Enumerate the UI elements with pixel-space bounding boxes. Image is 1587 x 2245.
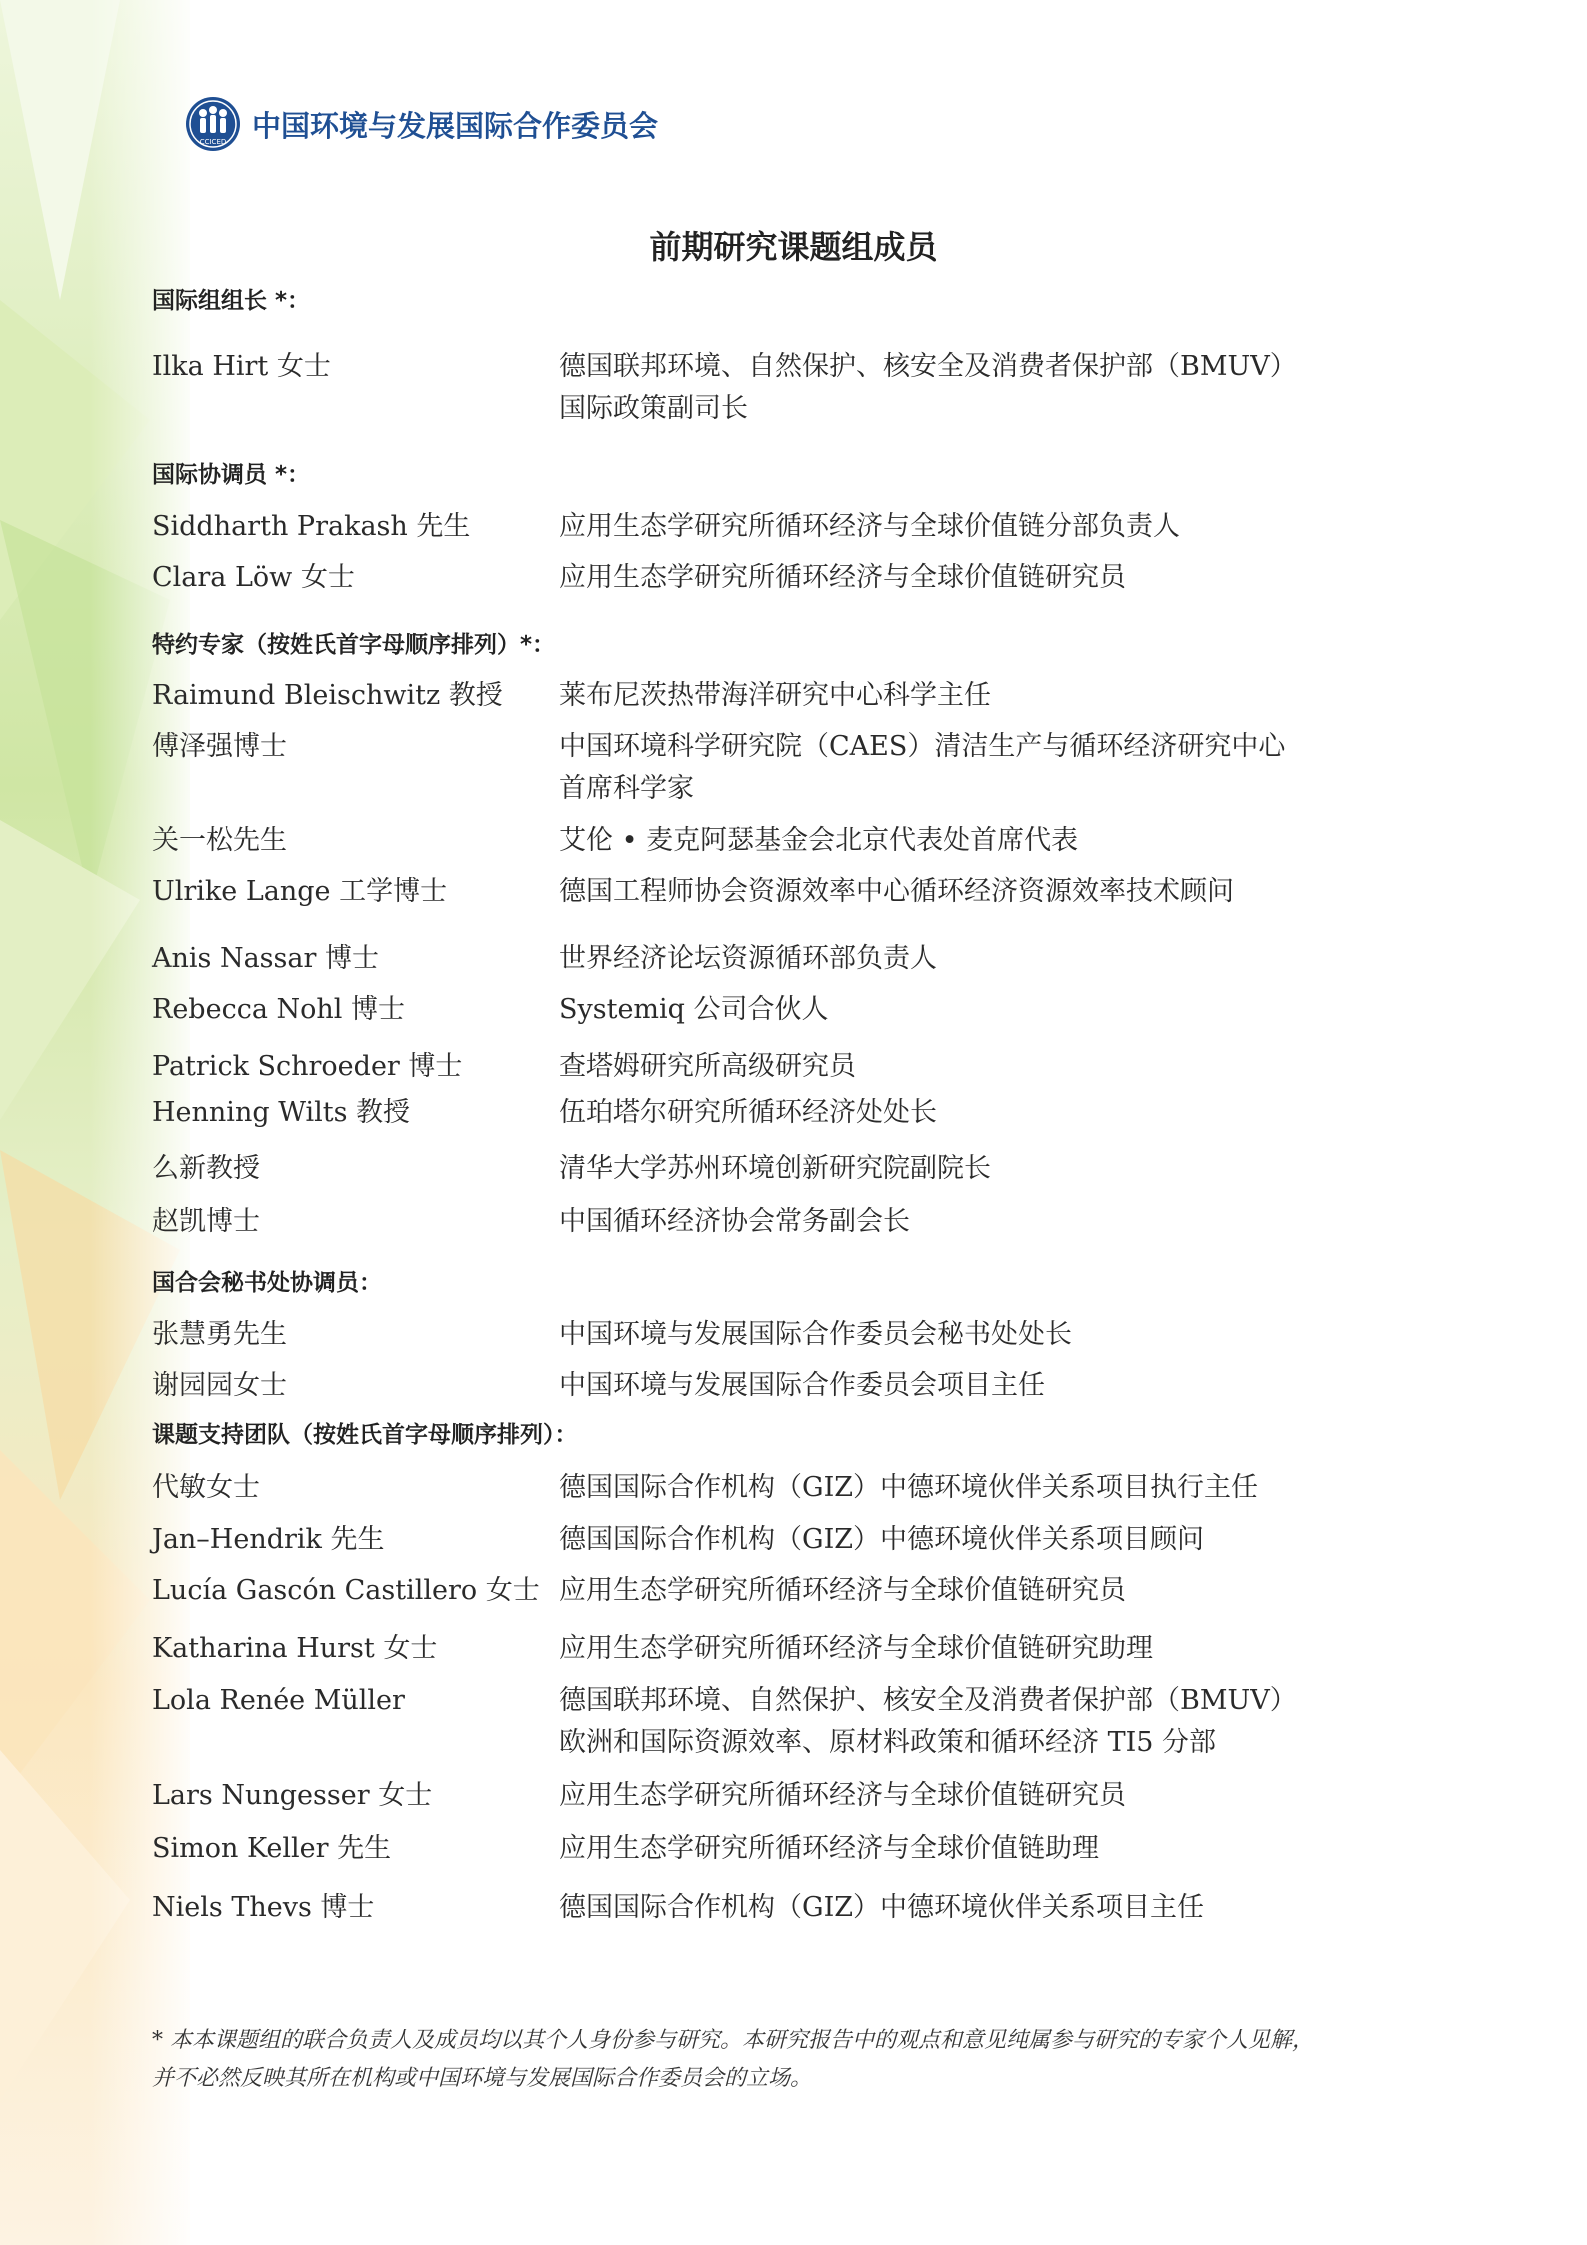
section-heading-secretariat-coordinators: 国合会秘书处协调员： (152, 1270, 382, 1296)
member-role: 查塔姆研究所高级研究员 (559, 1051, 856, 1082)
section-heading-special-experts: 特约专家（按姓氏首字母顺序排列）*： (152, 632, 556, 658)
member-role: 艾伦 • 麦克阿瑟基金会北京代表处首席代表 (559, 825, 1079, 856)
member-role: 德国国际合作机构（GIZ）中德环境伙伴关系项目顾问 (559, 1524, 1204, 1555)
footnote: * 本本课题组的联合负责人及成员均以其个人身份参与研究。本研究报告中的观点和意见纯属参与研究的专家个人见解， 并不必然反映其所在机构或中国环境与发展国际合作委员会的立场。 (152, 2028, 1314, 2091)
member-name: Lola Renée Müller (152, 1685, 405, 1716)
member-role: 应用生态学研究所循环经济与全球价值链研究员 (559, 1780, 1126, 1811)
member-role: 德国国际合作机构（GIZ）中德环境伙伴关系项目主任 (559, 1892, 1204, 1923)
member-role: 德国国际合作机构（GIZ）中德环境伙伴关系项目执行主任 (559, 1472, 1258, 1503)
member-name: Lars Nungesser 女士 (152, 1780, 433, 1811)
member-role: 中国循环经济协会常务副会长 (559, 1206, 910, 1237)
member-name: 么新教授 (152, 1153, 260, 1184)
logo-caption: CCICED (199, 138, 227, 146)
member-role: 伍珀塔尔研究所循环经济处处长 (559, 1097, 937, 1128)
member-role: 应用生态学研究所循环经济与全球价值链分部负责人 (559, 511, 1180, 542)
page-title: 前期研究课题组成员 (649, 228, 938, 266)
member-name: Siddharth Prakash 先生 (152, 511, 471, 542)
member-name: Ilka Hirt 女士 (152, 351, 331, 382)
member-name: Rebecca Nohl 博士 (152, 994, 405, 1025)
member-name: Ulrike Lange 工学博士 (152, 876, 448, 907)
member-role: 德国联邦环境、自然保护、核安全及消费者保护部（BMUV） 国际政策副司长 (559, 351, 1297, 424)
member-role: 德国联邦环境、自然保护、核安全及消费者保护部（BMUV） 欧洲和国际资源效率、原材料政策和循环经济 TI5 分部 (559, 1685, 1297, 1758)
member-name: Raimund Bleischwitz 教授 (152, 680, 503, 711)
member-name: 代敏女士 (152, 1472, 260, 1503)
member-name: Henning Wilts 教授 (152, 1097, 411, 1128)
member-role: 世界经济论坛资源循环部负责人 (559, 943, 937, 974)
member-name: 关一松先生 (152, 825, 287, 856)
member-name: 谢园园女士 (152, 1370, 287, 1401)
member-name: Simon Keller 先生 (152, 1833, 392, 1864)
member-role: 应用生态学研究所循环经济与全球价值链研究员 (559, 1575, 1126, 1606)
member-name: 张慧勇先生 (152, 1319, 287, 1350)
member-role: 应用生态学研究所循环经济与全球价值链助理 (559, 1833, 1099, 1864)
section-heading-support-team: 课题支持团队（按姓氏首字母顺序排列）： (152, 1422, 578, 1448)
member-name: Jan–Hendrik 先生 (152, 1524, 385, 1555)
member-name: Patrick Schroeder 博士 (152, 1051, 463, 1082)
member-role: Systemiq 公司合伙人 (559, 994, 829, 1025)
cciced-emblem-icon (184, 95, 242, 153)
member-name: 傅泽强博士 (152, 731, 287, 762)
member-role: 应用生态学研究所循环经济与全球价值链研究员 (559, 562, 1126, 593)
member-role: 中国环境与发展国际合作委员会项目主任 (559, 1370, 1045, 1401)
member-name: Katharina Hurst 女士 (152, 1633, 438, 1664)
member-role: 清华大学苏州环境创新研究院副院长 (559, 1153, 991, 1184)
section-heading-international-leader: 国际组组长 *： (152, 288, 311, 314)
member-role: 德国工程师协会资源效率中心循环经济资源效率技术顾问 (559, 876, 1234, 907)
org-name: 中国环境与发展国际合作委员会 (252, 108, 659, 143)
section-heading-international-coordinator: 国际协调员 *： (152, 462, 311, 488)
member-name: Clara Löw 女士 (152, 562, 355, 593)
member-name: 赵凯博士 (152, 1206, 260, 1237)
member-role: 应用生态学研究所循环经济与全球价值链研究助理 (559, 1633, 1153, 1664)
org-logo (184, 94, 658, 154)
member-role: 莱布尼茨热带海洋研究中心科学主任 (559, 680, 991, 711)
member-name: Niels Thevs 博士 (152, 1892, 375, 1923)
member-name: Lucía Gascón Castillero 女士 (152, 1575, 540, 1606)
member-name: Anis Nassar 博士 (152, 943, 379, 974)
member-role: 中国环境科学研究院（CAES）清洁生产与循环经济研究中心 首席科学家 (559, 731, 1286, 804)
member-role: 中国环境与发展国际合作委员会秘书处处长 (559, 1319, 1072, 1350)
